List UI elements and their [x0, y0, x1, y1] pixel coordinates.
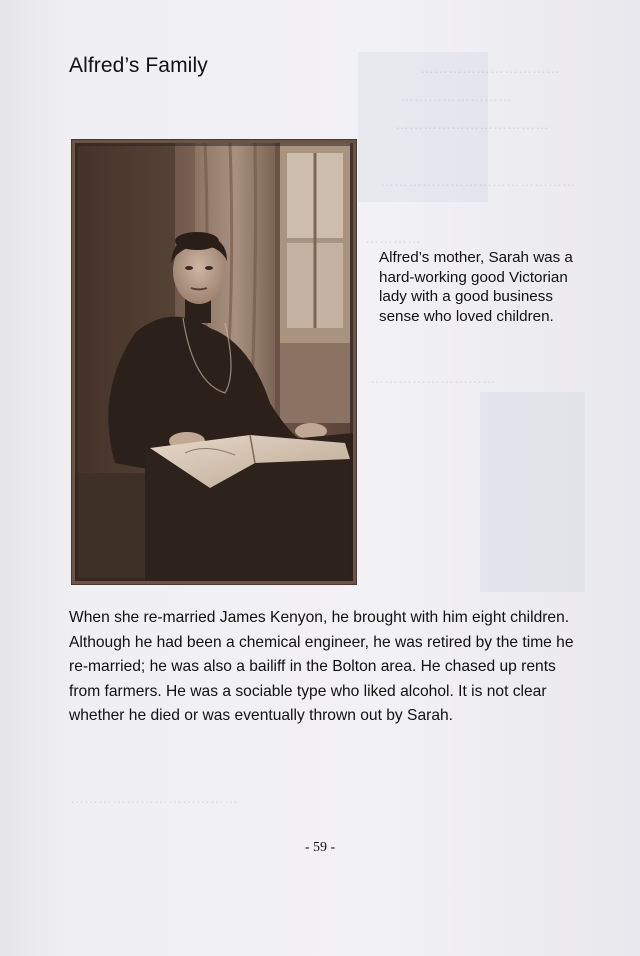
bleed-through-text: ……………………	[400, 88, 512, 104]
bleed-through-shape	[480, 392, 585, 592]
bleed-through-text: ……………………………………	[380, 173, 576, 189]
page-title: Alfred’s Family	[69, 54, 208, 77]
bleed-through-text: …………………………	[420, 60, 560, 76]
bleed-through-text: ………………………………	[70, 790, 238, 806]
page-number: - 59 -	[304, 840, 336, 855]
photo-frame	[72, 140, 356, 584]
portrait-image	[75, 143, 353, 581]
bleed-through-text: ………………………	[370, 370, 496, 386]
portrait-photo	[75, 143, 353, 581]
body-paragraph: When she re-married James Kenyon, he brought with him eight children. Although he had been a chemical engineer, he was retired by the time he re-married; he was also a bailiff in the Bolton area. He chased up rents from farmers. He was a sociable type who liked alcohol. It is not clear whether he died or was eventually thrown out by Sarah.	[69, 609, 574, 724]
photo-caption: Alfred’s mother, Sarah was a hard-working good Victorian lady with a good business sense who loved children.	[379, 249, 573, 325]
bleed-through-shape	[358, 52, 488, 202]
bleed-through-text: ……………………………	[395, 116, 549, 132]
bleed-through-text: …………	[365, 230, 421, 246]
